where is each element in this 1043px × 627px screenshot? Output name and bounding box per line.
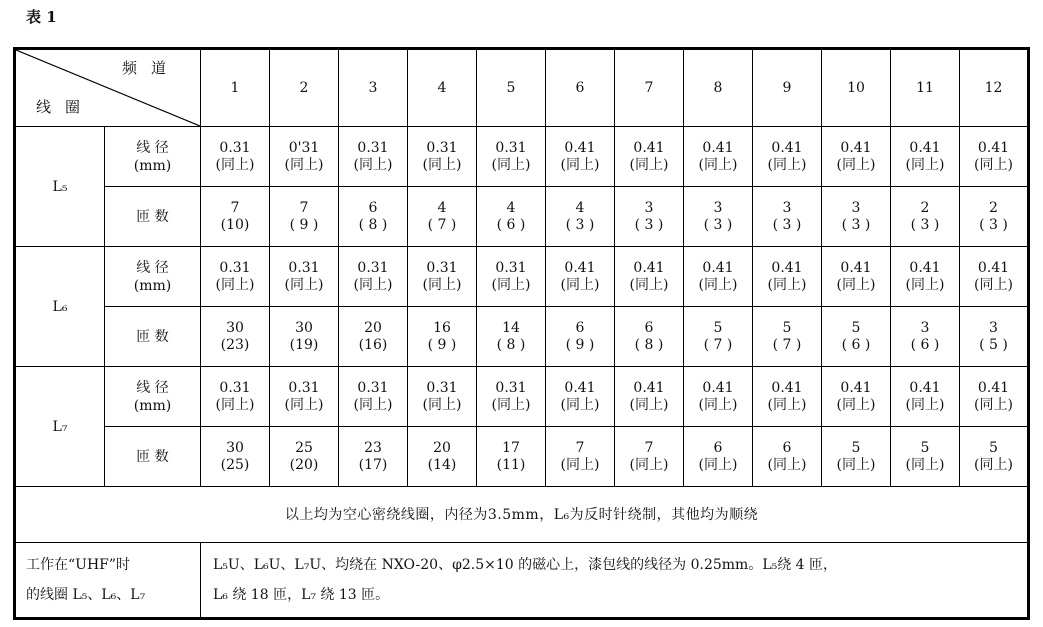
value-cell bbox=[270, 307, 339, 367]
secondary-value: (同上) bbox=[836, 156, 876, 173]
secondary-value: (同上) bbox=[215, 156, 255, 173]
secondary-value: (同上) bbox=[974, 276, 1013, 293]
primary-value: 0.41 bbox=[977, 259, 1010, 276]
secondary-value: ( 3 ) bbox=[841, 216, 871, 233]
primary-value: 7 bbox=[644, 439, 654, 456]
secondary-value: (同上) bbox=[698, 396, 738, 413]
secondary-value: (10) bbox=[220, 216, 250, 233]
primary-value: 6 bbox=[644, 319, 654, 336]
primary-value: 6 bbox=[575, 319, 585, 336]
primary-value: 0.41 bbox=[702, 379, 734, 396]
value-cell bbox=[477, 367, 546, 427]
primary-value: 0.41 bbox=[771, 379, 803, 396]
primary-value: 17 bbox=[502, 439, 520, 456]
primary-value: 0.31 bbox=[219, 259, 251, 276]
uhf-label-line: 的线圈 L₅、L₆、L₇ bbox=[26, 587, 146, 603]
parameter-label: 线 径 bbox=[136, 259, 169, 276]
value-cell bbox=[753, 187, 822, 247]
secondary-value: ( 8 ) bbox=[358, 216, 388, 233]
value-cell bbox=[960, 127, 1029, 187]
value-cell bbox=[339, 127, 408, 187]
value-cell bbox=[822, 187, 891, 247]
primary-value: 0.41 bbox=[633, 379, 665, 396]
primary-value: 30 bbox=[226, 319, 244, 336]
value-cell bbox=[477, 187, 546, 247]
secondary-value: (同上) bbox=[215, 276, 255, 293]
primary-value: 0.31 bbox=[357, 259, 389, 276]
primary-value: 4 bbox=[506, 199, 516, 216]
secondary-value: (同上) bbox=[491, 276, 531, 293]
secondary-value: (同上) bbox=[836, 276, 876, 293]
value-cell bbox=[270, 367, 339, 427]
secondary-value: (同上) bbox=[284, 396, 324, 413]
primary-value: 0.41 bbox=[909, 139, 941, 156]
value-cell bbox=[201, 307, 270, 367]
secondary-value: (同上) bbox=[905, 456, 945, 473]
primary-value: 0.41 bbox=[840, 379, 872, 396]
secondary-value: (同上) bbox=[974, 156, 1013, 173]
value-cell bbox=[270, 187, 339, 247]
secondary-value: ( 9 ) bbox=[289, 216, 319, 233]
primary-value: 30 bbox=[295, 319, 313, 336]
secondary-value: (同上) bbox=[767, 396, 807, 413]
primary-value: 0.31 bbox=[357, 139, 389, 156]
secondary-value: ( 9 ) bbox=[427, 336, 457, 353]
channel-number: 3 bbox=[339, 49, 408, 127]
secondary-value: (同上) bbox=[836, 456, 876, 473]
parameter-label: 匝 数 bbox=[136, 448, 169, 465]
value-cell bbox=[822, 307, 891, 367]
secondary-value: (同上) bbox=[836, 396, 876, 413]
uhf-label-cell bbox=[15, 543, 201, 619]
table-caption: 表 1 bbox=[26, 8, 57, 26]
value-cell bbox=[270, 247, 339, 307]
channel-number: 9 bbox=[753, 49, 822, 127]
coil-name-cell: L₇ bbox=[15, 367, 105, 487]
primary-value: 16 bbox=[433, 319, 451, 336]
primary-value: 3 bbox=[713, 199, 723, 216]
primary-value: 14 bbox=[502, 319, 520, 336]
secondary-value: (同上) bbox=[767, 276, 807, 293]
value-cell bbox=[891, 127, 960, 187]
parameter-label: 匝 数 bbox=[136, 328, 169, 345]
value-cell bbox=[891, 367, 960, 427]
secondary-value: (11) bbox=[496, 456, 526, 473]
value-cell bbox=[891, 247, 960, 307]
secondary-value: (同上) bbox=[767, 456, 807, 473]
primary-value: 0.41 bbox=[564, 139, 596, 156]
value-cell bbox=[753, 367, 822, 427]
value-cell bbox=[684, 427, 753, 487]
secondary-value: (同上) bbox=[560, 156, 600, 173]
uhf-description-line: L₅U、L₆U、L₇U、均绕在 NXO-20、φ2.5×10 的磁心上，漆包线的线径为 0.25mm。L₅绕 4 匝， bbox=[213, 557, 838, 573]
secondary-value: ( 5 ) bbox=[979, 336, 1008, 353]
primary-value: 0.41 bbox=[840, 139, 872, 156]
primary-value: 0.41 bbox=[702, 259, 734, 276]
parameter-label-cell bbox=[105, 307, 201, 367]
primary-value: 2 bbox=[989, 199, 998, 216]
primary-value: 4 bbox=[575, 199, 585, 216]
uhf-description-line: L₆ 绕 18 匝，L₇ 绕 13 匝。 bbox=[213, 587, 390, 603]
secondary-value: ( 7 ) bbox=[703, 336, 733, 353]
note-row bbox=[15, 487, 1029, 543]
channel-number: 6 bbox=[546, 49, 615, 127]
secondary-value: ( 8 ) bbox=[496, 336, 526, 353]
primary-value: 3 bbox=[920, 319, 930, 336]
secondary-value: (同上) bbox=[560, 396, 600, 413]
value-cell bbox=[201, 367, 270, 427]
primary-value: 5 bbox=[713, 319, 723, 336]
primary-value: 0.41 bbox=[977, 379, 1010, 396]
value-cell bbox=[891, 307, 960, 367]
primary-value: 0.41 bbox=[840, 259, 872, 276]
value-cell bbox=[201, 127, 270, 187]
secondary-value: ( 3 ) bbox=[910, 216, 940, 233]
value-cell bbox=[891, 187, 960, 247]
secondary-value: (同上) bbox=[905, 156, 945, 173]
value-cell bbox=[408, 307, 477, 367]
value-cell bbox=[753, 247, 822, 307]
value-cell bbox=[546, 367, 615, 427]
coil-data-row bbox=[15, 127, 1029, 187]
value-cell bbox=[891, 427, 960, 487]
secondary-value: (同上) bbox=[974, 396, 1013, 413]
primary-value: 0.31 bbox=[357, 379, 389, 396]
secondary-value: (同上) bbox=[491, 156, 531, 173]
primary-value: 0.31 bbox=[426, 139, 458, 156]
primary-value: 0.41 bbox=[771, 259, 803, 276]
coil-header-label: 线圈 bbox=[36, 98, 95, 116]
secondary-value: (同上) bbox=[629, 456, 669, 473]
secondary-value: (19) bbox=[289, 336, 319, 353]
secondary-value: (同上) bbox=[284, 156, 324, 173]
value-cell bbox=[270, 127, 339, 187]
primary-value: 6 bbox=[713, 439, 723, 456]
value-cell bbox=[477, 427, 546, 487]
value-cell bbox=[408, 367, 477, 427]
channel-number: 12 bbox=[960, 49, 1029, 127]
secondary-value: (同上) bbox=[629, 156, 669, 173]
value-cell bbox=[477, 247, 546, 307]
secondary-value: (同上) bbox=[629, 276, 669, 293]
primary-value: 0.31 bbox=[495, 379, 527, 396]
value-cell bbox=[960, 367, 1029, 427]
secondary-value: (16) bbox=[358, 336, 388, 353]
value-cell bbox=[270, 427, 339, 487]
primary-value: 6 bbox=[782, 439, 792, 456]
value-cell bbox=[615, 307, 684, 367]
parameter-label: 线 径 bbox=[136, 139, 169, 156]
primary-value: 0.31 bbox=[288, 259, 320, 276]
value-cell bbox=[960, 307, 1029, 367]
secondary-value: (同上) bbox=[974, 456, 1013, 473]
secondary-value: (同上) bbox=[491, 396, 531, 413]
parameter-label-cell bbox=[105, 247, 201, 307]
channel-number: 1 bbox=[201, 49, 270, 127]
coil-name-cell: L₅ bbox=[15, 127, 105, 247]
primary-value: 5 bbox=[989, 439, 998, 456]
header-row bbox=[15, 49, 1029, 127]
primary-value: 0.41 bbox=[909, 259, 941, 276]
primary-value: 5 bbox=[851, 319, 861, 336]
primary-value: 2 bbox=[920, 199, 930, 216]
value-cell bbox=[546, 127, 615, 187]
value-cell bbox=[684, 247, 753, 307]
secondary-value: (同上) bbox=[905, 276, 945, 293]
secondary-value: ( 3 ) bbox=[703, 216, 733, 233]
primary-value: 6 bbox=[368, 199, 378, 216]
secondary-value: (同上) bbox=[560, 456, 600, 473]
primary-value: 0.31 bbox=[495, 139, 527, 156]
value-cell bbox=[408, 187, 477, 247]
parameter-label: 匝 数 bbox=[136, 208, 169, 225]
value-cell bbox=[339, 307, 408, 367]
primary-value: 20 bbox=[364, 319, 382, 336]
value-cell bbox=[684, 187, 753, 247]
primary-value: 0.31 bbox=[219, 379, 251, 396]
primary-value: 0.31 bbox=[426, 379, 458, 396]
value-cell bbox=[477, 127, 546, 187]
coil-data-row bbox=[15, 367, 1029, 427]
channel-number: 5 bbox=[477, 49, 546, 127]
value-cell bbox=[684, 367, 753, 427]
value-cell bbox=[615, 427, 684, 487]
value-cell bbox=[822, 367, 891, 427]
secondary-value: ( 6 ) bbox=[841, 336, 871, 353]
secondary-value: (同上) bbox=[215, 396, 255, 413]
primary-value: 0.41 bbox=[564, 379, 596, 396]
primary-value: 0.41 bbox=[909, 379, 941, 396]
coil-data-row bbox=[15, 307, 1029, 367]
value-cell bbox=[684, 307, 753, 367]
coil-data-row bbox=[15, 187, 1029, 247]
channel-number: 2 bbox=[270, 49, 339, 127]
primary-value: 30 bbox=[226, 439, 244, 456]
secondary-value: ( 7 ) bbox=[427, 216, 457, 233]
parameter-label-cell bbox=[105, 367, 201, 427]
value-cell bbox=[615, 127, 684, 187]
value-cell bbox=[822, 247, 891, 307]
channel-number: 11 bbox=[891, 49, 960, 127]
value-cell bbox=[546, 307, 615, 367]
value-cell bbox=[615, 247, 684, 307]
secondary-value: (同上) bbox=[353, 276, 393, 293]
primary-value: 0'31 bbox=[288, 139, 320, 156]
secondary-value: (14) bbox=[427, 456, 457, 473]
value-cell bbox=[408, 247, 477, 307]
primary-value: 3 bbox=[989, 319, 998, 336]
primary-value: 23 bbox=[364, 439, 382, 456]
secondary-value: ( 7 ) bbox=[772, 336, 802, 353]
primary-value: 3 bbox=[851, 199, 861, 216]
secondary-value: ( 9 ) bbox=[565, 336, 595, 353]
coil-name-cell: L₆ bbox=[15, 247, 105, 367]
secondary-value: (23) bbox=[220, 336, 250, 353]
parameter-label: (mm) bbox=[133, 157, 172, 174]
value-cell bbox=[615, 187, 684, 247]
parameter-label-cell bbox=[105, 127, 201, 187]
secondary-value: (同上) bbox=[353, 156, 393, 173]
primary-value: 0.31 bbox=[219, 139, 251, 156]
channel-header-label: 频道 bbox=[121, 59, 180, 77]
secondary-value: (同上) bbox=[698, 276, 738, 293]
secondary-value: ( 6 ) bbox=[910, 336, 940, 353]
primary-value: 0.31 bbox=[495, 259, 527, 276]
secondary-value: (25) bbox=[220, 456, 250, 473]
primary-value: 25 bbox=[295, 439, 313, 456]
parameter-label: 线 径 bbox=[136, 379, 169, 396]
parameter-label: (mm) bbox=[133, 397, 172, 414]
secondary-value: (同上) bbox=[422, 156, 462, 173]
channel-number: 7 bbox=[615, 49, 684, 127]
value-cell bbox=[753, 127, 822, 187]
secondary-value: (同上) bbox=[353, 396, 393, 413]
value-cell bbox=[960, 187, 1029, 247]
value-cell bbox=[546, 247, 615, 307]
primary-value: 0.41 bbox=[633, 259, 665, 276]
value-cell bbox=[339, 187, 408, 247]
value-cell bbox=[408, 427, 477, 487]
value-cell bbox=[960, 247, 1029, 307]
secondary-value: (17) bbox=[358, 456, 388, 473]
secondary-value: (同上) bbox=[767, 156, 807, 173]
secondary-value: (同上) bbox=[284, 276, 324, 293]
uhf-label-line: 工作在“UHF”时 bbox=[26, 557, 131, 573]
value-cell bbox=[339, 427, 408, 487]
winding-note: 以上均为空心密绕线圈，内径为3.5mm，L₆为反时针绕制，其他均为顺绕 bbox=[15, 487, 1029, 543]
value-cell bbox=[684, 127, 753, 187]
primary-value: 0.41 bbox=[771, 139, 803, 156]
primary-value: 4 bbox=[437, 199, 447, 216]
value-cell bbox=[477, 307, 546, 367]
primary-value: 5 bbox=[851, 439, 861, 456]
channel-number: 10 bbox=[822, 49, 891, 127]
primary-value: 0.41 bbox=[564, 259, 596, 276]
parameter-label-cell bbox=[105, 187, 201, 247]
primary-value: 0.41 bbox=[977, 139, 1010, 156]
secondary-value: (同上) bbox=[422, 276, 462, 293]
value-cell bbox=[201, 187, 270, 247]
coil-data-row bbox=[15, 247, 1029, 307]
value-cell bbox=[201, 247, 270, 307]
primary-value: 0.41 bbox=[633, 139, 665, 156]
diagonal-header-cell bbox=[15, 49, 201, 127]
primary-value: 5 bbox=[920, 439, 930, 456]
secondary-value: (同上) bbox=[422, 396, 462, 413]
primary-value: 3 bbox=[644, 199, 654, 216]
value-cell bbox=[546, 427, 615, 487]
primary-value: 3 bbox=[782, 199, 792, 216]
value-cell bbox=[408, 127, 477, 187]
channel-number: 8 bbox=[684, 49, 753, 127]
uhf-description-cell bbox=[201, 543, 1029, 619]
value-cell bbox=[339, 247, 408, 307]
primary-value: 5 bbox=[782, 319, 792, 336]
secondary-value: ( 8 ) bbox=[634, 336, 664, 353]
primary-value: 0.41 bbox=[702, 139, 734, 156]
parameter-label-cell bbox=[105, 427, 201, 487]
primary-value: 0.31 bbox=[426, 259, 458, 276]
value-cell bbox=[960, 427, 1029, 487]
coil-data-row bbox=[15, 427, 1029, 487]
secondary-value: (同上) bbox=[629, 396, 669, 413]
value-cell bbox=[546, 187, 615, 247]
parameter-label: (mm) bbox=[133, 277, 172, 294]
value-cell bbox=[753, 427, 822, 487]
secondary-value: ( 3 ) bbox=[565, 216, 595, 233]
primary-value: 0.31 bbox=[288, 379, 320, 396]
value-cell bbox=[339, 367, 408, 427]
value-cell bbox=[822, 427, 891, 487]
coil-specification-table bbox=[13, 47, 1030, 620]
primary-value: 7 bbox=[299, 199, 309, 216]
value-cell bbox=[201, 427, 270, 487]
secondary-value: (同上) bbox=[905, 396, 945, 413]
channel-number: 4 bbox=[408, 49, 477, 127]
secondary-value: (同上) bbox=[560, 276, 600, 293]
secondary-value: (同上) bbox=[698, 156, 738, 173]
value-cell bbox=[753, 307, 822, 367]
primary-value: 20 bbox=[433, 439, 451, 456]
uhf-row bbox=[15, 543, 1029, 619]
secondary-value: ( 3 ) bbox=[634, 216, 664, 233]
secondary-value: ( 3 ) bbox=[979, 216, 1008, 233]
secondary-value: (同上) bbox=[698, 456, 738, 473]
primary-value: 7 bbox=[230, 199, 240, 216]
secondary-value: (20) bbox=[289, 456, 319, 473]
value-cell bbox=[615, 367, 684, 427]
primary-value: 7 bbox=[575, 439, 585, 456]
value-cell bbox=[822, 127, 891, 187]
secondary-value: ( 3 ) bbox=[772, 216, 802, 233]
secondary-value: ( 6 ) bbox=[496, 216, 526, 233]
